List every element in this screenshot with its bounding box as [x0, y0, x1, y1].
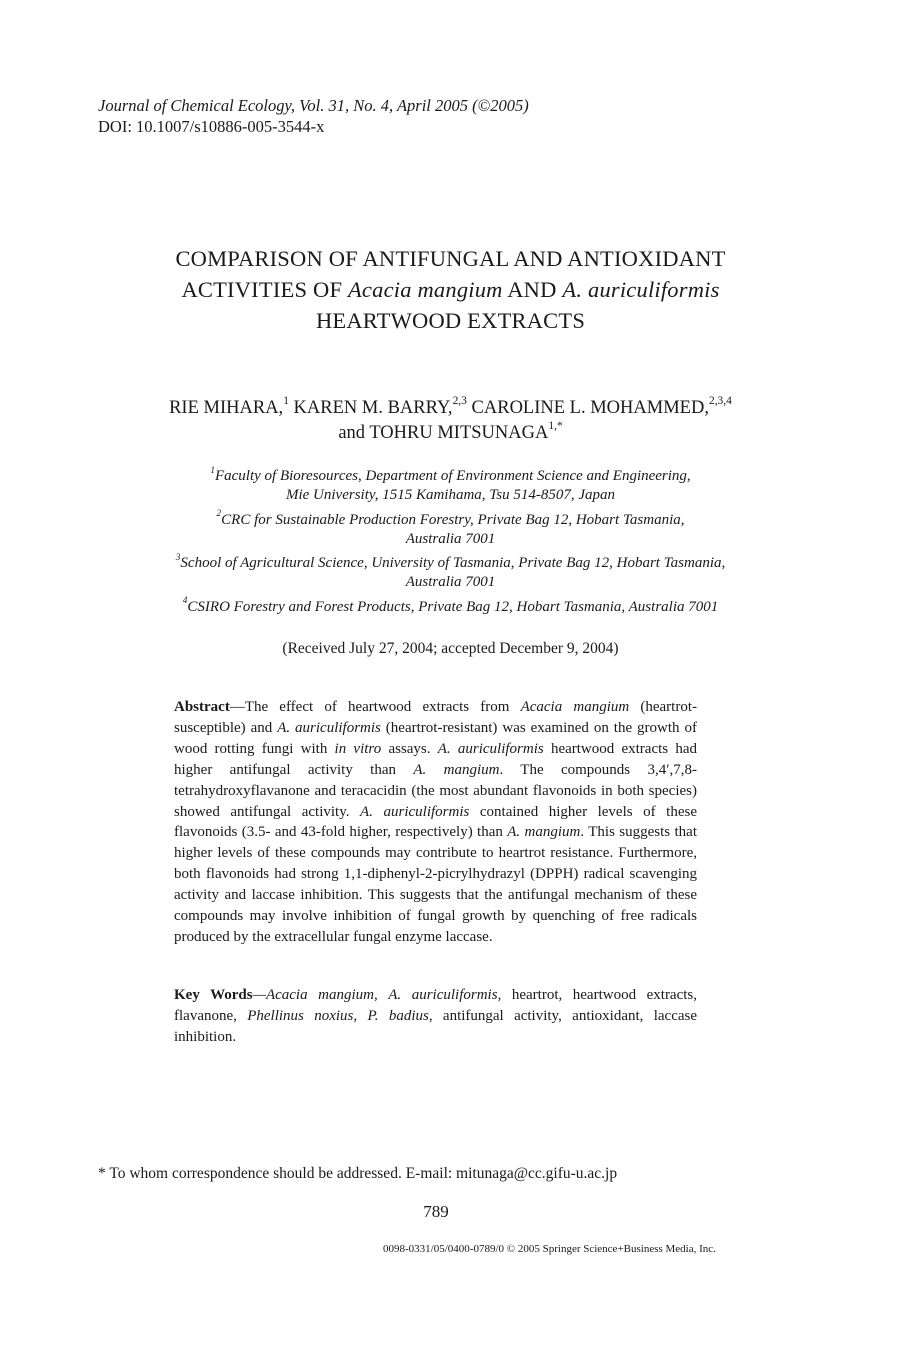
author: CAROLINE L. MOHAMMED,$^{2,3,4}$: [471, 395, 732, 418]
author-line-2: [0, 421, 901, 446]
affiliation: $^4$CSIRO Forestry and Forest Products, Private Bag 12, Hobart Tasmania, Australia 7001: [182, 596, 719, 615]
keywords-label: Key Words: [174, 987, 253, 1003]
abstract: Abstract—The effect of heartwood extracts from Acacia mangium (heartrot-susceptible) and A. auriculiformis (heartrot-resistant) was examined on the growth of wood rotting fungi with in vitro assays. A. auriculiformis heartwood extracts had higher antifungal activity than A. mangium. The compounds 3,4′,7,8-tetrahydroxyflavanone and teracacidin (the most abundant flavonoids in both species) showed antifungal activity. A. auriculiformis contained higher levels of these flavonoids (3.5- and 43-fold higher, respectively) than A. mangium. This suggests that higher levels of these compounds may contribute to heartrot resistance. Furthermore, both flavonoids had strong 1,1-diphenyl-2-picrylhydrazyl (DPPH) radical scavenging activity and laccase inhibition. This suggests that the antifungal mechanism of these compounds may involve inhibition of fungal growth by quenching of free radicals produced by the extracellular fungal enzyme laccase.: [174, 699, 698, 945]
affiliations: [0, 467, 901, 622]
author: RIE MIHARA,$^1$: [169, 395, 289, 418]
author-list: [0, 396, 901, 446]
journal-header: [98, 95, 529, 137]
page-number: 789: [423, 1202, 449, 1221]
abstract-label: Abstract: [174, 699, 230, 715]
journal-citation: Journal of Chemical Ecology, Vol. 31, No. 4, April 2005 (©2005): [98, 96, 529, 115]
author: and TOHRU $MITSUNAGA^{1,*}$: [338, 420, 563, 443]
affiliation: $^3$School of Agricultural Science, University of Tasmania, Private Bag 12, Hobart Tasmania, Australia 7001: [175, 552, 726, 591]
title-line-1: COMPARISON OF ANTIFUNGAL AND ANTIOXIDANT: [175, 246, 726, 271]
correspondence-footnote: * To whom correspondence should be addressed. E-mail: mitunaga@cc.gifu-u.ac.jp: [98, 1165, 618, 1182]
title-line-3: HEARTWOOD EXTRACTS: [315, 308, 586, 333]
copyright-line: 0098-0331/05/0400-0789/0 © 2005 Springer Science+Business Media, Inc.: [383, 1243, 716, 1255]
doi: DOI: 10.1007/s10886-005-3544-x: [98, 117, 325, 136]
title-line-2: ACTIVITIES OF Acacia mangium AND A. auriculiformis: [181, 277, 720, 302]
affiliation: $^2$CRC for Sustainable Production Forestry, Private Bag 12, Hobart Tasmania, Australia 7001: [216, 509, 685, 547]
author: KAREN M. BARRY,$^{2,3}$: [293, 395, 467, 418]
received-dates: (Received July 27, 2004; accepted December 9, 2004): [282, 640, 619, 657]
keywords: Key Words—Acacia mangium, A. auriculiformis, heartrot, heartwood extracts, flavanone, Phellinus noxius, P. badius, antifungal activity, antioxidant, laccase inhibition.: [174, 987, 698, 1045]
author-line-1: [0, 396, 901, 421]
paper-title: [0, 243, 901, 336]
affiliation: $^1$Faculty of Bioresources, Department of Environment Science and Engineering, Mie University, 1515 Kamihama, Tsu 514-8507, Japan: [210, 465, 691, 504]
